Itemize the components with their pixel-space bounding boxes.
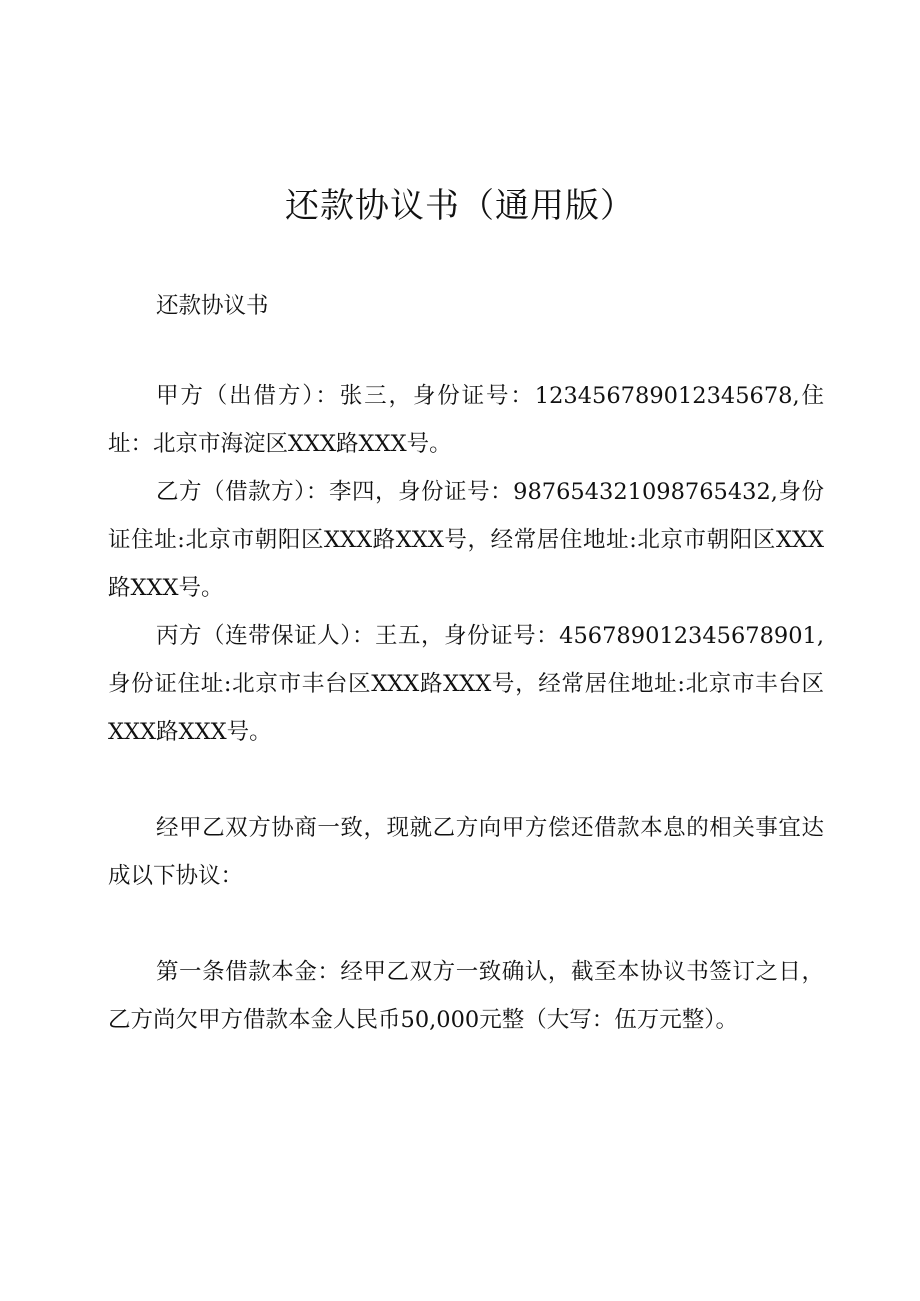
document-subtitle: 还款协议书: [156, 293, 269, 319]
party-c-paragraph: 丙方（连带保证人）：王五，身份证号：456789012345678901,身份证住址:北京市丰台区XXX路XXX号，经常居住地址:北京市丰台区XXX路XXX号。: [108, 623, 824, 745]
article-1-paragraph: 第一条借款本金：经甲乙双方一致确认，截至本协议书签订之日，乙方尚欠甲方借款本金人民币50,000元整（大写：伍万元整）。: [108, 959, 824, 1033]
party-a-paragraph: 甲方（出借方）：张三，身份证号：123456789012345678,住址：北京市海淀区XXX路XXX号。: [108, 383, 824, 457]
agreement-intro-paragraph: 经甲乙双方协商一致，现就乙方向甲方偿还借款本息的相关事宜达成以下协议：: [108, 815, 824, 889]
document-title: 还款协议书（通用版）: [285, 186, 635, 226]
party-b-paragraph: 乙方（借款方）：李四，身份证号：987654321098765432,身份证住址:北京市朝阳区XXX路XXX号，经常居住地址:北京市朝阳区XXX路XXX号。: [108, 479, 824, 601]
